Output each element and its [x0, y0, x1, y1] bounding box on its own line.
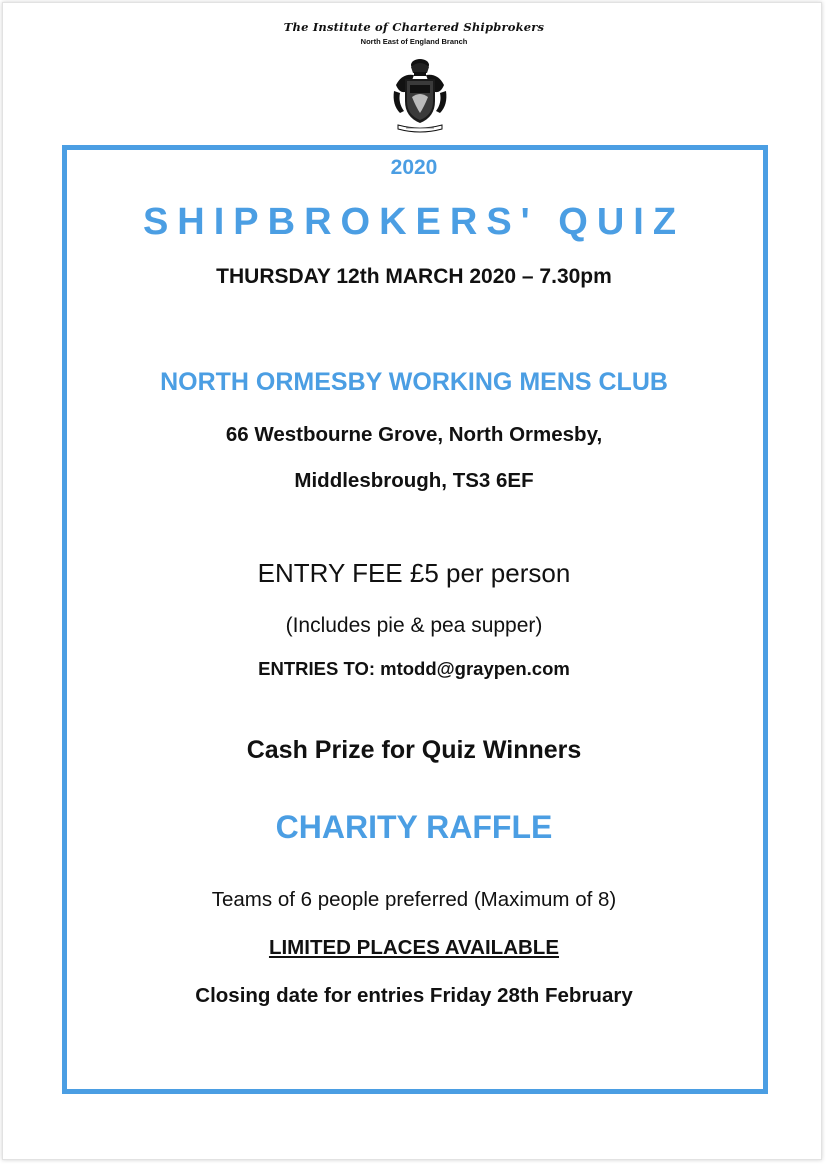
entry-fee: ENTRY FEE £5 per person — [257, 558, 571, 588]
event-year: 2020 — [390, 156, 438, 179]
limited-places: LIMITED PLACES AVAILABLE — [268, 936, 560, 959]
entry-fee-includes: (Includes pie & pea supper) — [285, 614, 543, 637]
venue-name: NORTH ORMESBY WORKING MENS CLUB — [160, 368, 668, 396]
team-size-note: Teams of 6 people preferred (Maximum of 8) — [211, 888, 617, 911]
branch-name: North East of England Branch — [360, 37, 468, 46]
event-title: SHIPBROKERS' QUIZ — [142, 201, 686, 243]
letterhead — [0, 20, 828, 46]
venue-address-line2: Middlesbrough, TS3 6EF — [294, 469, 534, 492]
coat-of-arms-icon — [388, 55, 452, 135]
event-date-time: THURSDAY 12th MARCH 2020 – 7.30pm — [216, 265, 612, 288]
closing-date: Closing date for entries Friday 28th February — [195, 984, 633, 1007]
charity-raffle: CHARITY RAFFLE — [275, 809, 553, 845]
institute-name: The Institute of Chartered Shipbrokers — [283, 20, 545, 34]
venue-address-line1: 66 Westbourne Grove, North Ormesby, — [225, 423, 603, 446]
cash-prize: Cash Prize for Quiz Winners — [246, 736, 582, 764]
entries-contact: ENTRIES TO: mtodd@graypen.com — [258, 658, 570, 679]
